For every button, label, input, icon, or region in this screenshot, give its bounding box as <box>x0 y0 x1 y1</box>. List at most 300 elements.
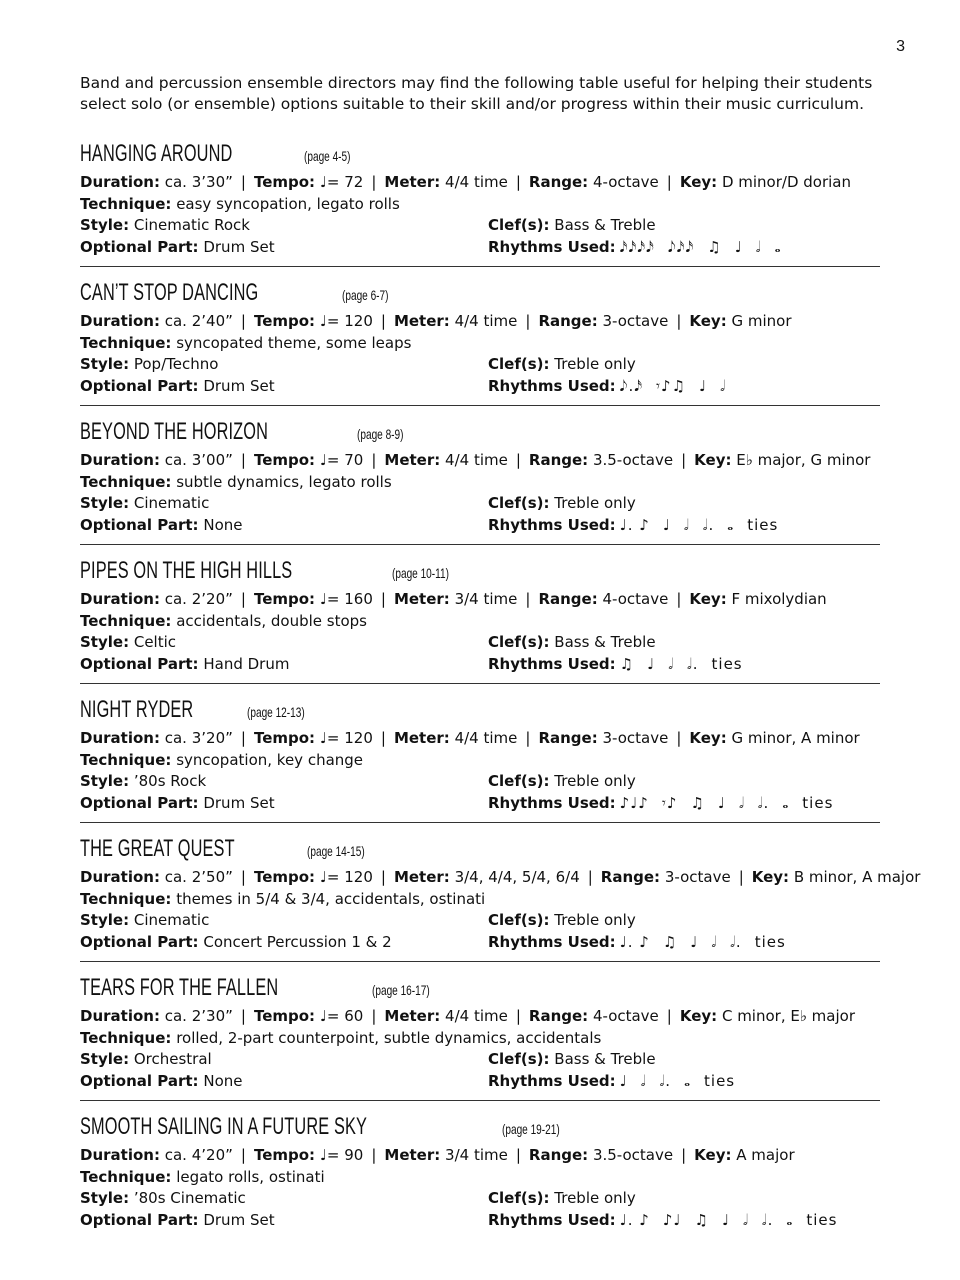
rhythm-symbol: 𝅗𝅥. <box>757 793 770 812</box>
rhythm-symbol: ♩. ♪ <box>619 515 650 534</box>
clefs-label: Clef(s): <box>488 633 550 651</box>
optional-label: Optional Part: <box>80 237 199 256</box>
rhythm-symbol: ♩ <box>619 1071 628 1090</box>
rhythms-label: Rhythms Used: <box>488 1071 616 1090</box>
tempo-label: Tempo: <box>253 312 316 330</box>
clefs-label: Clef(s): <box>488 911 550 929</box>
rhythm-symbol: ties <box>754 932 786 951</box>
rhythm-symbol: 𝅗𝅥. <box>761 1210 774 1229</box>
rhythm-symbol: ♩ <box>717 793 726 812</box>
rhythms-cell <box>488 793 846 815</box>
rhythms-label: Rhythms Used: <box>488 515 616 534</box>
style-value: Pop/Techno <box>133 355 219 373</box>
rhythms-cell <box>488 1071 748 1093</box>
meter-value: 4/4 time <box>454 729 518 747</box>
quarter-note-icon: ♩ <box>319 1007 327 1025</box>
rhythms-cell <box>488 515 791 537</box>
style-row <box>80 910 880 932</box>
clefs-cell <box>488 215 656 237</box>
clefs-label: Clef(s): <box>488 355 550 373</box>
tempo-value: = 70 <box>326 451 364 469</box>
optional-row <box>80 1210 880 1232</box>
clefs-cell <box>488 771 636 793</box>
section-divider <box>80 683 880 684</box>
technique-label: Technique: <box>80 1028 172 1047</box>
piece-pages: (page 10-11) <box>392 565 450 581</box>
quarter-note-icon: ♩ <box>319 451 327 469</box>
optional-value: Drum Set <box>203 376 275 395</box>
separator: | <box>371 173 377 191</box>
clefs-value: Treble only <box>554 772 636 790</box>
clefs-value: Bass & Treble <box>554 216 656 234</box>
rhythm-glyphs <box>620 654 756 676</box>
piece-heading <box>80 418 880 450</box>
separator: | <box>676 312 682 330</box>
piece-title: NIGHT RYDER <box>80 696 194 723</box>
piece-pages: (page 4-5) <box>304 148 351 164</box>
rhythms-cell <box>488 237 795 259</box>
technique-value: subtle dynamics, legato rolls <box>176 472 392 491</box>
rhythm-symbol: ♩. ♪ <box>619 1210 650 1229</box>
optional-value: Concert Percussion 1 & 2 <box>203 932 392 951</box>
section-divider <box>80 544 880 545</box>
duration-label: Duration: <box>80 868 160 886</box>
piece-heading <box>80 835 880 867</box>
piece-details-row <box>80 450 880 472</box>
quarter-note-icon: ♩ <box>319 312 327 330</box>
tempo-label: Tempo: <box>253 1007 316 1025</box>
rhythm-glyphs <box>620 793 847 815</box>
style-label: Style: <box>80 1050 130 1068</box>
technique-value: syncopated theme, some leaps <box>176 333 412 352</box>
rhythm-symbol: 𝅘𝅥𝅮.𝅘𝅥𝅯 <box>619 376 644 395</box>
quarter-note-icon: ♩ <box>319 590 327 608</box>
duration-value: ca. 2’40” <box>164 312 233 330</box>
rhythm-symbol: ties <box>806 1210 838 1229</box>
duration-value: ca. 3’30” <box>164 173 233 191</box>
duration-label: Duration: <box>80 590 160 608</box>
optional-value: None <box>203 515 243 534</box>
piece-pages: (page 8-9) <box>356 426 404 442</box>
rhythm-symbol: 𝅝 <box>786 1210 794 1229</box>
tempo-label: Tempo: <box>253 590 316 608</box>
rhythm-glyphs <box>620 1210 851 1232</box>
rhythm-symbol: ♩ <box>690 932 699 951</box>
piece-heading <box>80 974 880 1006</box>
optional-value: None <box>203 1071 243 1090</box>
range-value: 3.5-octave <box>592 1146 674 1164</box>
piece-entry <box>80 1113 880 1241</box>
style-label: Style: <box>80 1189 130 1207</box>
range-value: 3-octave <box>664 868 731 886</box>
tempo-value: = 160 <box>326 590 373 608</box>
clefs-cell <box>488 632 656 654</box>
key-label: Key: <box>689 312 727 330</box>
piece-heading <box>80 557 880 589</box>
piece-title: HANGING AROUND <box>80 140 233 167</box>
rhythm-symbol: 𝅘𝅥𝅮𝅘𝅥𝅯𝅘𝅥𝅯 <box>667 237 695 256</box>
clefs-value: Treble only <box>554 1189 636 1207</box>
technique-value: syncopation, key change <box>176 750 364 769</box>
tempo-value: = 60 <box>326 1007 364 1025</box>
duration-label: Duration: <box>80 1146 160 1164</box>
piece-title: SMOOTH SAILING IN A FUTURE SKY <box>80 1113 368 1140</box>
quarter-note-icon: ♩ <box>319 173 327 191</box>
clefs-label: Clef(s): <box>488 772 550 790</box>
optional-value: Drum Set <box>203 1210 275 1229</box>
clefs-value: Treble only <box>554 355 636 373</box>
separator: | <box>738 868 744 886</box>
separator: | <box>371 1146 377 1164</box>
range-label: Range: <box>538 590 598 608</box>
piece-title: TEARS FOR THE FALLEN <box>80 974 279 1001</box>
optional-label: Optional Part: <box>80 793 199 812</box>
style-label: Style: <box>80 355 130 373</box>
tempo-label: Tempo: <box>253 1146 316 1164</box>
piece-heading <box>80 696 880 728</box>
clefs-label: Clef(s): <box>488 1189 550 1207</box>
style-row <box>80 215 880 237</box>
technique-label: Technique: <box>80 333 172 352</box>
key-label: Key: <box>694 451 732 469</box>
meter-label: Meter: <box>384 451 441 469</box>
technique-value: legato rolls, ostinati <box>176 1167 325 1186</box>
rhythm-symbol: ♩ <box>721 1210 731 1229</box>
meter-value: 4/4 time <box>445 173 508 191</box>
meter-label: Meter: <box>384 1007 441 1025</box>
meter-label: Meter: <box>384 173 441 191</box>
separator: | <box>380 868 386 886</box>
rhythms-cell <box>488 932 799 954</box>
rhythm-symbol: ♪♩ <box>662 1210 682 1229</box>
optional-label: Optional Part: <box>80 1071 199 1090</box>
rhythms-label: Rhythms Used: <box>488 237 616 256</box>
rhythm-symbol: ♩ <box>647 654 656 673</box>
meter-label: Meter: <box>393 590 450 608</box>
duration-value: ca. 2’50” <box>164 868 233 886</box>
tempo-value: = 120 <box>326 868 373 886</box>
section-divider <box>80 961 880 962</box>
separator: | <box>240 312 246 330</box>
duration-value: ca. 2’20” <box>164 590 233 608</box>
separator: | <box>240 1146 246 1164</box>
separator: | <box>515 1146 521 1164</box>
style-row <box>80 1049 880 1071</box>
rhythms-label: Rhythms Used: <box>488 376 616 395</box>
technique-row <box>80 611 880 633</box>
separator: | <box>525 312 531 330</box>
meter-value: 4/4 time <box>445 1007 508 1025</box>
meter-label: Meter: <box>393 868 450 886</box>
meter-value: 4/4 time <box>445 451 508 469</box>
range-label: Range: <box>528 1007 589 1025</box>
clefs-cell <box>488 493 636 515</box>
range-label: Range: <box>538 312 598 330</box>
piece-details-row <box>80 172 880 194</box>
key-label: Key: <box>689 590 727 608</box>
rhythm-symbol: 𝅗𝅥. <box>702 515 715 534</box>
separator: | <box>380 312 386 330</box>
rhythm-symbol: ♩ <box>734 237 743 256</box>
technique-label: Technique: <box>80 194 172 213</box>
optional-value: Drum Set <box>203 237 275 256</box>
piece-details-row <box>80 589 880 611</box>
separator: | <box>666 1007 672 1025</box>
optional-row <box>80 654 880 676</box>
key-value: D minor/D dorian <box>721 173 852 191</box>
optional-row <box>80 1071 880 1093</box>
separator: | <box>515 173 521 191</box>
rhythm-symbol: ♫ <box>662 932 678 951</box>
piece-entry <box>80 279 880 407</box>
rhythm-symbol: 𝄾♪♫ <box>656 376 687 395</box>
key-value: B minor, A major <box>793 868 921 886</box>
range-value: 4-octave <box>592 173 659 191</box>
piece-title: CAN’T STOP DANCING <box>80 279 259 306</box>
rhythm-symbol: ♩. ♪ <box>619 932 650 951</box>
rhythm-symbol: 𝅝 <box>782 793 790 812</box>
technique-value: themes in 5/4 & 3/4, accidentals, ostinati <box>176 889 486 908</box>
rhythm-symbol: 𝅝 <box>727 515 735 534</box>
rhythm-glyphs <box>620 376 739 398</box>
optional-label: Optional Part: <box>80 515 199 534</box>
page-number: 3 <box>896 38 905 55</box>
technique-row <box>80 194 880 216</box>
piece-entry <box>80 835 921 963</box>
rhythm-symbol: ties <box>747 515 779 534</box>
rhythm-symbol: 𝅝 <box>774 237 782 256</box>
style-label: Style: <box>80 911 130 929</box>
style-value: Orchestral <box>133 1050 212 1068</box>
optional-label: Optional Part: <box>80 1210 199 1229</box>
separator: | <box>240 173 246 191</box>
style-row <box>80 493 880 515</box>
optional-label: Optional Part: <box>80 376 199 395</box>
separator: | <box>240 1007 246 1025</box>
key-label: Key: <box>751 868 790 886</box>
duration-label: Duration: <box>80 312 160 330</box>
technique-label: Technique: <box>80 472 172 491</box>
style-label: Style: <box>80 494 130 512</box>
separator: | <box>676 729 682 747</box>
rhythms-label: Rhythms Used: <box>488 932 616 951</box>
key-value: E♭ major, G minor <box>736 451 871 469</box>
rhythm-symbol: 𝅗𝅥 <box>720 376 726 395</box>
separator: | <box>681 451 687 469</box>
separator: | <box>525 590 531 608</box>
rhythms-cell <box>488 1210 850 1232</box>
duration-value: ca. 2’30” <box>164 1007 233 1025</box>
range-value: 4-octave <box>602 590 669 608</box>
optional-value: Hand Drum <box>203 654 290 673</box>
separator: | <box>371 451 377 469</box>
tempo-value: = 72 <box>326 173 364 191</box>
tempo-value: = 90 <box>326 1146 364 1164</box>
style-row <box>80 771 880 793</box>
rhythm-symbol: 𝅘𝅥𝅯𝅘𝅥𝅯𝅘𝅥𝅯𝅘𝅥𝅯 <box>619 237 655 256</box>
rhythm-symbol: 𝅗𝅥. <box>659 1071 672 1090</box>
range-value: 3-octave <box>602 729 669 747</box>
style-value: Celtic <box>133 633 177 651</box>
separator: | <box>371 1007 377 1025</box>
separator: | <box>380 729 386 747</box>
range-value: 3.5-octave <box>592 451 674 469</box>
style-value: ’80s Cinematic <box>133 1189 246 1207</box>
piece-heading <box>80 279 880 311</box>
piece-heading <box>80 1113 880 1145</box>
rhythm-glyphs <box>620 237 795 259</box>
clefs-value: Bass & Treble <box>554 633 656 651</box>
piece-details-row <box>80 311 880 333</box>
rhythm-symbol: ♩ <box>662 515 671 534</box>
piece-details-row <box>80 1145 880 1167</box>
technique-row <box>80 750 880 772</box>
meter-value: 3/4, 4/4, 5/4, 6/4 <box>454 868 580 886</box>
piece-title: BEYOND THE HORIZON <box>80 418 269 445</box>
rhythm-glyphs <box>620 515 792 537</box>
rhythm-glyphs <box>620 932 799 954</box>
clefs-value: Treble only <box>554 494 636 512</box>
technique-row <box>80 1028 880 1050</box>
clefs-cell <box>488 354 636 376</box>
rhythm-symbol: ties <box>802 793 834 812</box>
piece-entry <box>80 696 880 824</box>
duration-label: Duration: <box>80 173 160 191</box>
duration-label: Duration: <box>80 451 160 469</box>
piece-details-row <box>80 728 880 750</box>
rhythm-symbol: ♪♩♪ <box>619 793 649 812</box>
rhythm-symbol: ♫ <box>694 1210 709 1229</box>
separator: | <box>380 590 386 608</box>
tempo-label: Tempo: <box>253 451 316 469</box>
technique-row <box>80 333 880 355</box>
key-label: Key: <box>679 1007 718 1025</box>
quarter-note-icon: ♩ <box>319 1146 327 1164</box>
key-label: Key: <box>694 1146 732 1164</box>
piece-entry <box>80 140 880 268</box>
style-value: Cinematic <box>133 494 210 512</box>
clefs-label: Clef(s): <box>488 216 550 234</box>
tempo-value: = 120 <box>326 312 373 330</box>
meter-value: 3/4 time <box>445 1146 508 1164</box>
rhythm-symbol: 𝅗𝅥 <box>739 793 745 812</box>
clefs-value: Bass & Treble <box>554 1050 656 1068</box>
technique-value: accidentals, double stops <box>176 611 367 630</box>
section-divider <box>80 266 880 267</box>
tempo-label: Tempo: <box>253 173 316 191</box>
key-value: A major <box>736 1146 795 1164</box>
rhythm-symbol: 𝅗𝅥 <box>711 932 718 951</box>
piece-pages: (page 19-21) <box>502 1121 560 1137</box>
rhythm-symbol: 𝅗𝅥. <box>730 932 742 951</box>
section-divider <box>80 1100 880 1101</box>
meter-label: Meter: <box>384 1146 441 1164</box>
piece-pages: (page 12-13) <box>246 704 305 720</box>
clefs-cell <box>488 1188 636 1210</box>
style-row <box>80 1188 880 1210</box>
rhythm-symbol: 𝅝 <box>684 1071 692 1090</box>
piece-heading <box>80 140 880 172</box>
meter-value: 4/4 time <box>454 312 518 330</box>
technique-value: easy syncopation, legato rolls <box>176 194 400 213</box>
rhythms-label: Rhythms Used: <box>488 1210 616 1229</box>
separator: | <box>676 590 682 608</box>
range-value: 4-octave <box>592 1007 659 1025</box>
tempo-value: = 120 <box>326 729 373 747</box>
rhythm-symbol: 𝅗𝅥 <box>683 515 690 534</box>
duration-label: Duration: <box>80 1007 160 1025</box>
clefs-cell <box>488 1049 656 1071</box>
range-label: Range: <box>528 451 589 469</box>
technique-row <box>80 889 880 911</box>
meter-value: 3/4 time <box>454 590 518 608</box>
key-value: C minor, E♭ major <box>721 1007 855 1025</box>
optional-row <box>80 376 880 398</box>
rhythm-glyphs <box>620 1071 748 1093</box>
clefs-label: Clef(s): <box>488 494 550 512</box>
range-label: Range: <box>528 173 589 191</box>
technique-label: Technique: <box>80 611 172 630</box>
tempo-label: Tempo: <box>253 868 316 886</box>
piece-details-row <box>80 867 921 889</box>
piece-entry <box>80 974 880 1102</box>
meter-label: Meter: <box>393 312 450 330</box>
duration-label: Duration: <box>80 729 160 747</box>
optional-row <box>80 237 880 259</box>
optional-value: Drum Set <box>203 793 275 812</box>
style-label: Style: <box>80 633 130 651</box>
technique-label: Technique: <box>80 750 172 769</box>
optional-row <box>80 793 880 815</box>
rhythm-symbol: 𝅗𝅥 <box>743 1210 749 1229</box>
separator: | <box>240 729 246 747</box>
range-value: 3-octave <box>602 312 669 330</box>
clefs-value: Treble only <box>554 911 636 929</box>
piece-pages: (page 16-17) <box>371 982 430 998</box>
piece-pages: (page 14-15) <box>307 843 366 859</box>
rhythm-symbol: 𝅗𝅥 <box>755 237 762 256</box>
technique-label: Technique: <box>80 1167 172 1186</box>
rhythm-symbol: ♫ <box>690 793 705 812</box>
piece-title: THE GREAT QUEST <box>80 835 235 862</box>
rhythms-label: Rhythms Used: <box>488 793 616 812</box>
style-value: Cinematic Rock <box>133 216 250 234</box>
piece-title: PIPES ON THE HIGH HILLS <box>80 557 293 584</box>
rhythm-symbol: 𝅗𝅥 <box>668 654 674 673</box>
separator: | <box>681 1146 687 1164</box>
section-divider <box>80 405 880 406</box>
technique-label: Technique: <box>80 889 172 908</box>
quarter-note-icon: ♩ <box>319 868 327 886</box>
rhythm-symbol: ties <box>711 654 743 673</box>
duration-value: ca. 4’20” <box>164 1146 233 1164</box>
separator: | <box>240 868 246 886</box>
style-value: ’80s Rock <box>133 772 207 790</box>
rhythm-symbol: 𝄾♪ <box>661 793 678 812</box>
section-divider <box>80 822 880 823</box>
style-label: Style: <box>80 216 130 234</box>
piece-pages: (page 6-7) <box>342 287 389 303</box>
key-value: G minor <box>731 312 792 330</box>
duration-value: ca. 3’00” <box>164 451 233 469</box>
optional-row <box>80 932 880 954</box>
intro-paragraph: Band and percussion ensemble directors may find the following table useful for helping their students select solo (or ensemble) options suitable to their skill and/or progress within their music curriculum. <box>80 74 873 113</box>
separator: | <box>525 729 531 747</box>
style-label: Style: <box>80 772 130 790</box>
rhythm-symbol: 𝅗𝅥 <box>640 1071 647 1090</box>
rhythm-symbol: ♫ <box>707 237 722 256</box>
tempo-label: Tempo: <box>253 729 316 747</box>
